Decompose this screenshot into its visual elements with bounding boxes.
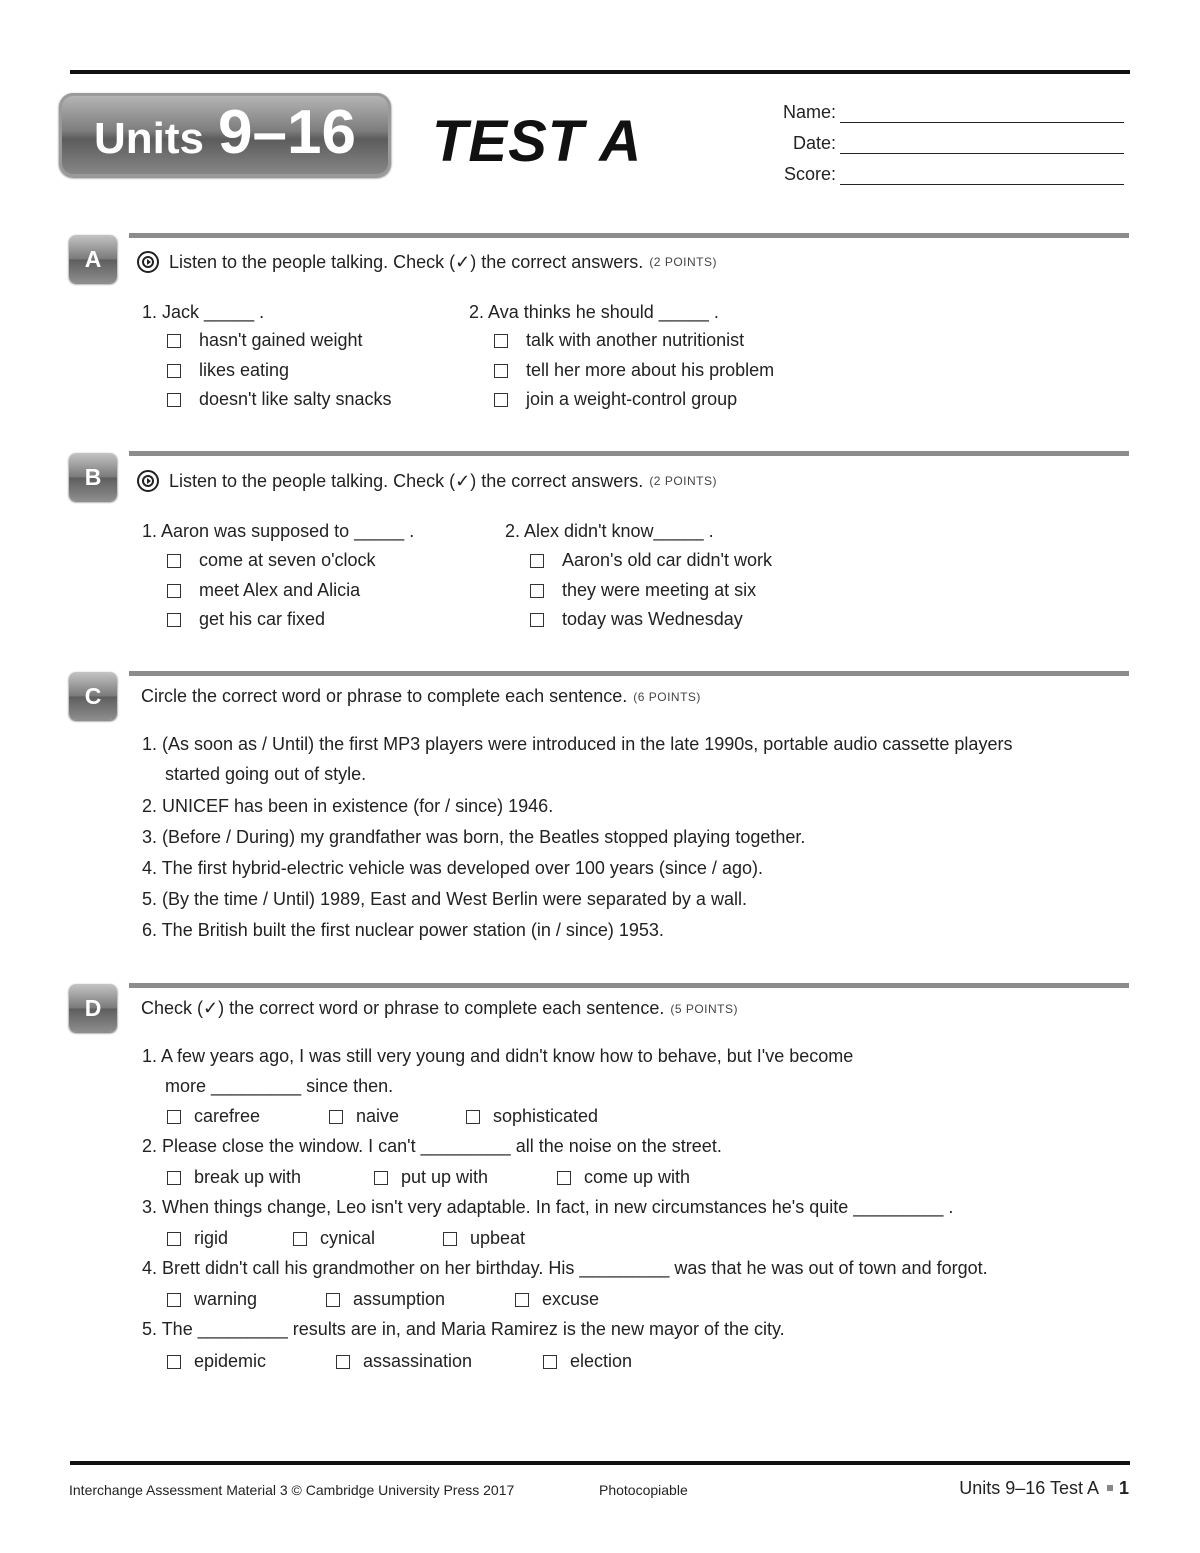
- sentence-item: 6. The British built the first nuclear power station (in / since) 1953.: [142, 920, 664, 940]
- checkbox[interactable]: [466, 1110, 480, 1124]
- answer-option[interactable]: Aaron's old car didn't work: [530, 550, 772, 571]
- section-a-letter: A: [69, 235, 117, 283]
- checkbox[interactable]: [167, 334, 181, 348]
- answer-option[interactable]: upbeat: [443, 1228, 525, 1249]
- section-b-letter: B: [69, 453, 117, 501]
- section-d-letter: D: [69, 984, 117, 1032]
- instruction-text: Check (✓) the correct word or phrase to complete each sentence.: [141, 998, 665, 1018]
- copyright-notice: Interchange Assessment Material 3 © Cambridge University Press 2017: [69, 1482, 515, 1498]
- checkbox[interactable]: [530, 584, 544, 598]
- answer-option[interactable]: warning: [167, 1289, 257, 1310]
- instruction-text: Listen to the people talking. Check (✓) the correct answers.: [169, 470, 644, 491]
- question-stem-continued: more _________ since then.: [165, 1076, 394, 1096]
- checkbox[interactable]: [494, 393, 508, 407]
- sentence-item: 1. (As soon as / Until) the first MP3 players were introduced in the late 1990s, portable audio cassette players: [142, 734, 1013, 754]
- name-label: Name:: [782, 102, 836, 122]
- score-field[interactable]: [840, 164, 1124, 185]
- score-row: [740, 154, 1124, 185]
- answer-option[interactable]: they were meeting at six: [530, 580, 756, 601]
- answer-option[interactable]: meet Alex and Alicia: [167, 580, 360, 601]
- instruction-text: Circle the correct word or phrase to complete each sentence.: [141, 686, 628, 706]
- instruction-text: Listen to the people talking. Check (✓) the correct answers.: [169, 251, 644, 272]
- page-number: 1: [1118, 1478, 1129, 1498]
- answer-option[interactable]: today was Wednesday: [530, 609, 743, 630]
- answer-option[interactable]: assumption: [326, 1289, 445, 1310]
- question-stem: 1. Aaron was supposed to _____ .: [142, 521, 415, 541]
- answer-option[interactable]: join a weight-control group: [494, 389, 737, 410]
- section-c-instruction: [141, 686, 701, 707]
- section-d-instruction: [141, 998, 738, 1019]
- section-c-letter: C: [69, 672, 117, 720]
- answer-option[interactable]: naive: [329, 1106, 399, 1127]
- question-stem: 1. Jack _____ .: [142, 302, 265, 322]
- date-label: Date:: [792, 133, 836, 153]
- answer-option[interactable]: break up with: [167, 1167, 301, 1188]
- answer-option[interactable]: come up with: [557, 1167, 690, 1188]
- checkbox[interactable]: [530, 613, 544, 627]
- sentence-item-continued: started going out of style.: [165, 764, 367, 784]
- bullet-icon: [1107, 1485, 1113, 1491]
- answer-option[interactable]: epidemic: [167, 1351, 266, 1372]
- photocopiable-label: Photocopiable: [599, 1482, 688, 1498]
- checkbox[interactable]: [167, 1110, 181, 1124]
- checkbox[interactable]: [543, 1355, 557, 1369]
- question-stem: 2. Alex didn't know_____ .: [505, 521, 714, 541]
- checkbox[interactable]: [167, 613, 181, 627]
- answer-option[interactable]: tell her more about his problem: [494, 360, 774, 381]
- score-label: Score:: [783, 164, 836, 184]
- badge-word: Units: [94, 114, 205, 163]
- checkbox[interactable]: [167, 393, 181, 407]
- points-label: (2 POINTS): [649, 255, 717, 269]
- sentence-item: 2. UNICEF has been in existence (for / since) 1946.: [142, 796, 554, 816]
- checkbox[interactable]: [167, 364, 181, 378]
- question-stem: 5. The _________ results are in, and Maria Ramirez is the new mayor of the city.: [142, 1319, 785, 1339]
- question-stem: 4. Brett didn't call his grandmother on her birthday. His _________ was that he was out of town and forgot.: [142, 1258, 988, 1278]
- checkbox[interactable]: [494, 364, 508, 378]
- answer-option[interactable]: doesn't like salty snacks: [167, 389, 392, 410]
- checkbox[interactable]: [443, 1232, 457, 1246]
- points-label: (6 POINTS): [633, 689, 701, 704]
- name-row: [740, 92, 1124, 123]
- question-stem: 3. When things change, Leo isn't very adaptable. In fact, in new circumstances he's quite _________ .: [142, 1197, 954, 1217]
- section-a-instruction: [137, 251, 717, 273]
- points-label: (5 POINTS): [670, 1001, 738, 1016]
- section-c-rule: [129, 671, 1129, 676]
- question-stem: 1. A few years ago, I was still very young and didn't know how to behave, but I've become: [142, 1046, 854, 1066]
- answer-option[interactable]: hasn't gained weight: [167, 330, 363, 351]
- answer-option[interactable]: get his car fixed: [167, 609, 325, 630]
- answer-option[interactable]: excuse: [515, 1289, 599, 1310]
- answer-option[interactable]: election: [543, 1351, 632, 1372]
- answer-option[interactable]: put up with: [374, 1167, 488, 1188]
- audio-cd-icon: [137, 470, 159, 492]
- checkbox[interactable]: [293, 1232, 307, 1246]
- answer-option[interactable]: sophisticated: [466, 1106, 598, 1127]
- checkbox[interactable]: [515, 1293, 529, 1307]
- date-field[interactable]: [840, 133, 1124, 154]
- answer-option[interactable]: rigid: [167, 1228, 228, 1249]
- test-title: TEST A: [432, 109, 643, 174]
- section-d-rule: [129, 983, 1129, 988]
- date-row: [740, 123, 1124, 154]
- sentence-item: 4. The first hybrid-electric vehicle was developed over 100 years (since / ago).: [142, 858, 763, 878]
- top-rule: [70, 70, 1130, 74]
- checkbox[interactable]: [167, 1355, 181, 1369]
- question-stem: 2. Ava thinks he should _____ .: [469, 302, 719, 322]
- answer-option[interactable]: carefree: [167, 1106, 260, 1127]
- checkbox[interactable]: [336, 1355, 350, 1369]
- checkbox[interactable]: [167, 584, 181, 598]
- checkbox[interactable]: [167, 554, 181, 568]
- points-label: (2 POINTS): [649, 474, 717, 488]
- test-reference: Units 9–16 Test A: [959, 1478, 1099, 1498]
- units-badge: [59, 93, 391, 177]
- badge-numbers: 9–16: [218, 98, 356, 167]
- student-info: [740, 92, 1124, 185]
- question-stem: 2. Please close the window. I can't _________ all the noise on the street.: [142, 1136, 722, 1156]
- answer-option[interactable]: talk with another nutritionist: [494, 330, 744, 351]
- section-b-rule: [129, 451, 1129, 456]
- bottom-rule: [70, 1461, 1130, 1465]
- answer-option[interactable]: cynical: [293, 1228, 375, 1249]
- answer-option[interactable]: assassination: [336, 1351, 472, 1372]
- checkbox[interactable]: [167, 1293, 181, 1307]
- answer-option[interactable]: likes eating: [167, 360, 289, 381]
- sentence-item: 5. (By the time / Until) 1989, East and West Berlin were separated by a wall.: [142, 889, 747, 909]
- checkbox[interactable]: [494, 334, 508, 348]
- audio-cd-icon: [137, 251, 159, 273]
- section-b-instruction: [137, 470, 717, 492]
- checkbox[interactable]: [557, 1171, 571, 1185]
- section-a-rule: [129, 233, 1129, 238]
- sentence-item: 3. (Before / During) my grandfather was born, the Beatles stopped playing together.: [142, 827, 806, 847]
- checkbox[interactable]: [167, 1232, 181, 1246]
- checkbox[interactable]: [530, 554, 544, 568]
- checkbox[interactable]: [326, 1293, 340, 1307]
- checkbox[interactable]: [374, 1171, 388, 1185]
- name-field[interactable]: [840, 102, 1124, 123]
- page-footer-ref: [959, 1478, 1129, 1499]
- answer-option[interactable]: come at seven o'clock: [167, 550, 376, 571]
- checkbox[interactable]: [167, 1171, 181, 1185]
- checkbox[interactable]: [329, 1110, 343, 1124]
